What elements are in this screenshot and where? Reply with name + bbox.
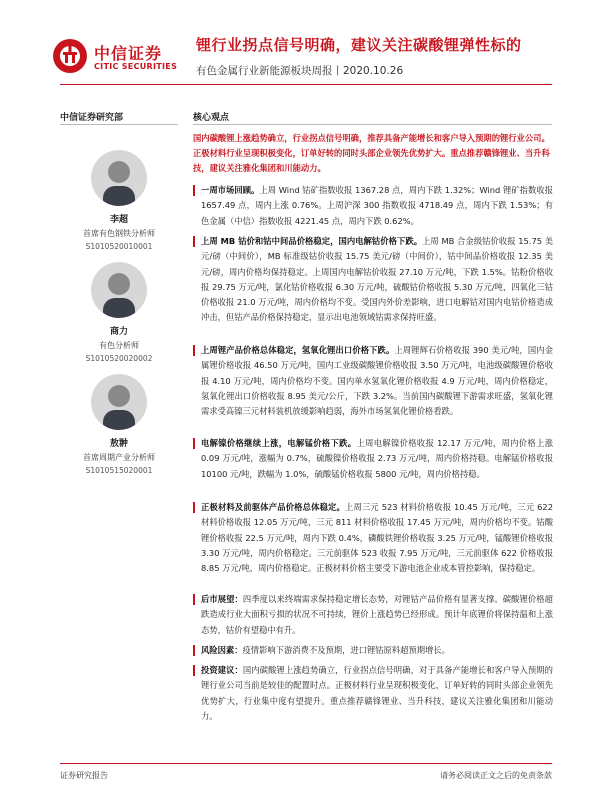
analyst-role: 首席周期产业分析师 (83, 453, 155, 462)
bullet-head: 风险因素： (201, 645, 243, 655)
bullet-head: 正极材料及前驱体产品价格总体稳定。 (201, 502, 345, 512)
analyst-code: S1010520020002 (85, 354, 153, 363)
bullet-body: 上周电解镍价格收报 12.17 万元/吨，周内价格上涨 0.09 万元/吨，涨幅为 0.7%，硫酸镍价格收报 2.73 万元/吨，周内价格持稳。电解锰价格收报 10100 元/吨，跌幅为 1.0%，硫酸锰价格收报 5800 元/吨，周内价格持稳。 (201, 438, 553, 479)
bullet-body: 上周三元 523 材料价格收报 10.45 万元/吨，三元 622 材料价格收报 12.05 万元/吨，三元 811 材料价格收报 17.45 万元/吨，周内价格均不变。钴酸锂价格收报 22.5 万元/吨，周内下跌 0.4%，磷酸铁锂价格收报 3.25 万元/吨，锰酸锂价格收报 3.30 万元/吨，周内价格稳定。三元前驱体 523 收报 7.95 万元/吨，三元前驱体 622 价格收报 8.85 万元/吨，周内价格稳定。正极材料价格主要受下游电池企业成本管控影响，保持稳定。 (201, 502, 553, 574)
report-subtitle: 有色金属行业新能源板块周报丨2020.10.26 (196, 65, 404, 77)
report-title: 锂行业拐点信号明确，建议关注碳酸锂弹性标的 (196, 36, 522, 54)
person-icon (91, 150, 147, 206)
bullet-nickel-manganese (193, 436, 553, 482)
header-divider (60, 84, 552, 85)
bullet-body: 上周 Wind 钴矿指数收报 1367.28 点，周内下跌 1.32%；Wind 锂矿指数收报 1657.49 点，周内上涨 0.76%。上周沪深 300 指数收报 4718.49 点，周内下跌 1.53%；有色金属（中信）指数收报 4221.45 点，周内下跌 0.62%。 (201, 185, 553, 226)
bullet-head: 电解镍价格继续上涨，电解锰价格下跌。 (201, 438, 357, 448)
analyst-photo (91, 150, 147, 206)
logo-en-text: CITIC SECURITIES (94, 62, 178, 71)
analyst-card (60, 374, 178, 475)
analyst-card (60, 262, 178, 363)
bullet-marker (193, 236, 195, 247)
bullet-body: 疫情影响下游消费不及预期，进口锂钴原料超预期增长。 (242, 645, 450, 655)
bullet-marker (193, 502, 195, 513)
person-icon (91, 374, 147, 430)
core-views-title: 核心观点 (193, 113, 230, 123)
bullet-head: 上周锂产品价格总体稳定，氢氧化锂出口价格下跌。 (201, 345, 395, 355)
logo-cn-text: 中信证券 (94, 44, 163, 63)
analyst-name: 敖翀 (109, 439, 128, 449)
bullet-head: 后市展望： (201, 594, 243, 604)
research-dept-title: 中信证券研究部 (60, 113, 124, 123)
bullet-outlook (193, 592, 553, 638)
analyst-role: 有色分析师 (99, 341, 139, 350)
bullet-head: 上周 MB 钴价和钴中间品价格稳定，国内电解钴价格下跌。 (201, 236, 423, 246)
right-section-divider (193, 124, 552, 125)
bullet-body: 四季度以来终端需求保持稳定增长态势，对锂钴产品价格有显著支撑。碳酸锂价格超跌造成行业大面积亏损的状况不可持续，锂价上涨趋势已经形成。预计年底锂价将保持温和上涨态势，钴价有望稳中有升。 (201, 594, 553, 635)
left-section-divider (60, 124, 178, 125)
bullet-cathode (193, 500, 553, 576)
bullet-cobalt (193, 234, 553, 326)
citic-logo (52, 38, 182, 78)
footer-divider (60, 763, 552, 764)
bullet-lithium (193, 343, 553, 419)
bullet-market-review (193, 183, 553, 229)
bullet-marker (193, 665, 195, 676)
bullet-head: 一周市场回顾。 (201, 185, 260, 195)
person-icon (91, 262, 147, 318)
bullet-marker (193, 645, 195, 656)
analyst-card (60, 150, 178, 251)
analyst-code: S1010520010001 (85, 242, 153, 251)
report-header (0, 0, 600, 86)
bullet-body: 上周锂辉石价格收报 390 美元/吨，国内金属锂价格收报 46.50 万元/吨，国内工业级碳酸锂价格收报 3.50 万元/吨，电池级碳酸锂价格收报 4.10 万元/吨，周内价格均不变。国内单水氢氧化锂价格收报 4.9 万元/吨，周内价格稳定，氢氧化锂出口价格收报 8.95 美元/公斤，下跌 3.2%。当前国内碳酸锂下游需求旺盛，氢氧化锂需求受高镍三元材料装机放缓影响趋弱，海外市场氢氧化锂价格看跌。 (201, 345, 553, 417)
bullet-marker (193, 594, 195, 605)
bullet-investment (193, 663, 553, 724)
bullet-body: 国内碳酸锂上涨趋势确立，行业拐点信号明确，对于具备产能增长和客户导入预期的锂行业公司当前是较佳的配置时点。正极材料行业呈现积极变化，订单好转的同时头部企业领先优势扩大，行业集中度有望提升。重点推荐赣锋锂业、当升科技，建议关注雅化集团和川能动力。 (201, 665, 553, 721)
footer-disclaimer: 请务必阅读正文之后的免责条款 (440, 771, 552, 780)
analyst-code: S1010515020001 (85, 466, 153, 475)
citic-logo-icon (52, 38, 88, 74)
analyst-role: 首席有色钢铁分析师 (83, 229, 155, 238)
bullet-head: 投资建议： (201, 665, 243, 675)
bullet-body: 上周 MB 合金级钴价收报 15.75 美元/磅（中间价），MB 标准级钴价收报 15.75 美元/磅（中间价），钴中间品价格收报 12.35 美元/磅，周内价格均保持稳定。上周国内电解钴价收报 27.10 万元/吨，下跌 1.5%。钴粉价格收报 29.75 万元/吨，氯化钴价格收报 6.30 万元/吨，硫酸钴价格收报 5.30 万元/吨，四氧化三钴价格收报 21.0 万元/吨，周内价格均不变。受国内外价差影响，进口电解钴对国内电钴价格造成冲击，但钴产品价格保持稳定，显示出电池领域钴需求保持旺盛。 (201, 236, 553, 323)
analyst-photo (91, 262, 147, 318)
bullet-marker (193, 185, 195, 196)
bullet-marker (193, 345, 195, 356)
core-summary: 国内碳酸锂上涨趋势确立，行业拐点信号明确，推荐具备产能增长和客户导入预期的锂行业公司。正极材料行业呈现积极变化，订单好转的同时头部企业领先优势扩大。重点推荐赣锋锂业、当升科技，建议关注雅化集团和川能动力。 (193, 133, 550, 173)
analyst-name: 商力 (109, 327, 128, 337)
footer-left: 证券研究报告 (60, 771, 108, 780)
bullet-marker (193, 438, 195, 449)
analyst-name: 李超 (109, 215, 128, 225)
bullet-risk (193, 643, 553, 658)
analyst-photo (91, 374, 147, 430)
